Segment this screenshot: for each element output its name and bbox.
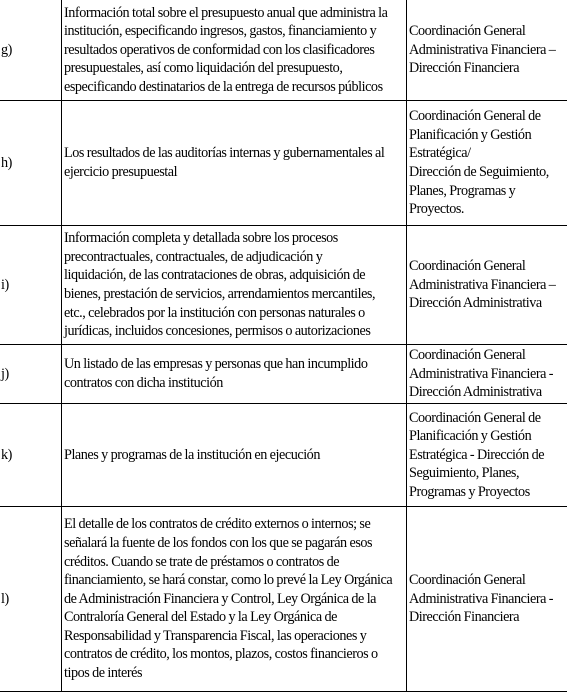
table-row-l	[0, 507, 567, 692]
row-letter-cell: j)	[0, 345, 62, 404]
row-letter-cell: i)	[0, 226, 62, 345]
table-row-g	[0, 0, 567, 101]
information-cell: Información total sobre el presupuesto anual que administra la institución, especificando ingresos, gastos, financiamiento y resultados operativos de conformidad con los clasificadores presupuestales, así como liquidación del presupuesto, especificando destinatarios de la entrega de recursos públicos	[62, 0, 407, 101]
responsible-unit-cell: Coordinación General de Planificación y Gestión Estratégica - Dirección de Seguimiento, Planes, Programas y Proyectos	[407, 404, 567, 507]
responsible-unit-cell: Coordinación General Administrativa Financiera – Dirección Administrativa	[407, 226, 567, 345]
row-letter-cell: l)	[0, 507, 62, 692]
information-cell: El detalle de los contratos de crédito externos o internos; se señalará la fuente de los fondos con los que se pagarán esos créditos. Cuando se trate de préstamos o contratos de financiamiento, se hará constar, como lo prevé la Ley Orgánica de Administración Financiera y Control, Ley Orgánica de la Contraloría General del Estado y la Ley Orgánica de Responsabilidad y Transparencia Fiscal, las operaciones y contratos de crédito, los montos, plazos, costos financieros o tipos de interés	[62, 507, 407, 692]
responsible-unit-cell: Coordinación General Administrativa Financiera – Dirección Financiera	[407, 0, 567, 101]
responsible-unit-cell: Coordinación General de Planificación y Gestión Estratégica/ Dirección de Seguimiento, Planes, Programas y Proyectos.	[407, 101, 567, 226]
information-cell: Planes y programas de la institución en ejecución	[62, 404, 407, 507]
information-cell: Un listado de las empresas y personas que han incumplido contratos con dicha institución	[62, 345, 407, 404]
row-letter-cell: k)	[0, 404, 62, 507]
row-letter-cell: h)	[0, 101, 62, 226]
table-row-h	[0, 101, 567, 226]
information-cell: Información completa y detallada sobre los procesos precontractuales, contractuales, de adjudicación y liquidación, de las contrataciones de obras, adquisición de bienes, prestación de servicios, arrendamientos mercantiles, etc., celebrados por la institución con personas naturales o jurídicas, incluidos concesiones, permisos o autorizaciones	[62, 226, 407, 345]
responsible-unit-cell: Coordinación General Administrativa Financiera - Dirección Administrativa	[407, 345, 567, 404]
responsible-unit-cell: Coordinación General Administrativa Financiera - Dirección Financiera	[407, 507, 567, 692]
table-row-j	[0, 345, 567, 404]
table-row-k	[0, 404, 567, 507]
table-row-i	[0, 226, 567, 345]
information-cell: Los resultados de las auditorías internas y gubernamentales al ejercicio presupuestal	[62, 101, 407, 226]
row-letter-cell: g)	[0, 0, 62, 101]
